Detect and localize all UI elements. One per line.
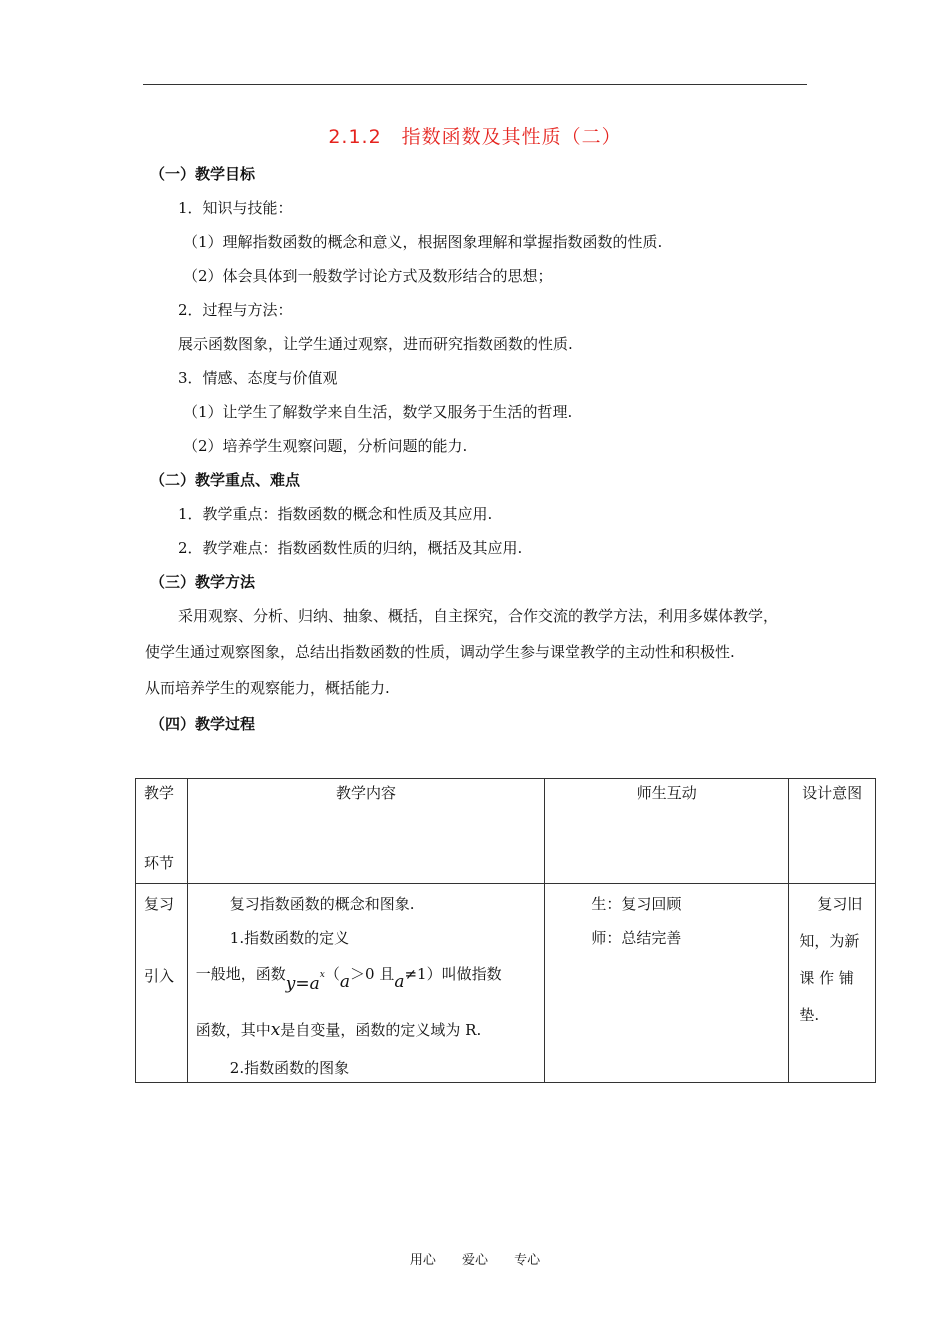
header-content-cell (187, 779, 545, 884)
page-title: 2.1.2 指数函数及其性质（二） (328, 126, 622, 148)
interaction-line-2: 师：总结完善 (591, 929, 682, 947)
condition-a: a (339, 972, 351, 992)
row1-interaction-cell (545, 884, 789, 1083)
s1-line-3: （2）体会具体到一般数学讨论方式及数形结合的思想； (183, 267, 553, 285)
row1-stage-a: 复习 (144, 895, 175, 913)
row1-intent-cell (789, 884, 876, 1083)
s1-line-6: 3．情感、态度与价值观 (178, 369, 338, 387)
row1-stage-b: 引入 (144, 967, 175, 985)
domain-text: 是自变量，函数的定义域为 R. (280, 1021, 482, 1039)
s3-line-2: 使学生通过观察图象，总结出指数函数的性质，调动学生参与课堂教学的主动性和积极性. (145, 643, 735, 661)
header-intent-cell (789, 779, 876, 884)
header-stage-cell (136, 779, 188, 884)
section-4-heading: （四）教学过程 (150, 715, 256, 733)
definition-intro: 一般地，函数 (195, 965, 286, 983)
section-3-heading: （三）教学方法 (150, 573, 256, 591)
table-header-row (136, 779, 876, 884)
header-rule (143, 84, 807, 85)
intent-line-4: 垫. (799, 1006, 820, 1024)
variable-intro: 函数，其中 (195, 1021, 271, 1039)
header-content: 教学内容 (336, 784, 397, 802)
header-stage-b: 环节 (144, 854, 175, 872)
header-intent: 设计意图 (802, 784, 863, 802)
content-line-2: 1.指数函数的定义 (229, 929, 350, 947)
s2-line-1: 1．教学重点：指数函数的概念和性质及其应用. (178, 505, 493, 523)
formula-equals: = (295, 974, 310, 994)
section-2-heading: （二）教学重点、难点 (150, 471, 301, 489)
s1-line-4: 2．过程与方法： (178, 301, 293, 319)
variable-x: x (270, 1020, 281, 1040)
row1-stage-cell (136, 884, 188, 1083)
s1-line-7: （1）让学生了解数学来自生活，数学又服务于生活的哲理. (183, 403, 573, 421)
content-line-5: 2.指数函数的图象 (229, 1059, 350, 1077)
table-row (136, 884, 876, 1083)
content-line-4 (196, 1020, 481, 1040)
header-interaction-cell (545, 779, 789, 884)
intent-line-1: 复习旧 (817, 895, 863, 913)
condition-gt: ＞0 且 (350, 965, 395, 983)
s1-line-2: （1）理解指数函数的概念和意义，根据图象理解和掌握指数函数的性质. (183, 233, 663, 251)
header-interaction: 师生互动 (636, 784, 697, 802)
teaching-process-table (135, 778, 876, 1083)
s1-line-8: （2）培养学生观察问题，分析问题的能力. (183, 437, 468, 455)
intent-line-3: 课 作 铺 (799, 969, 854, 987)
condition-open: （ (324, 965, 340, 983)
formula-y: y (285, 974, 296, 994)
condition-a2: a (394, 972, 405, 992)
page-footer: 用心 爱心 专心 (409, 1253, 541, 1268)
row1-content-cell (187, 884, 545, 1083)
s3-line-3: 从而培养学生的观察能力，概括能力. (145, 679, 390, 697)
header-stage-a: 教学 (144, 784, 175, 802)
s2-line-2: 2．教学难点：指数函数性质的归纳，概括及其应用. (178, 539, 523, 557)
formula-a: a (309, 974, 320, 994)
section-1-heading: （一）教学目标 (150, 165, 256, 183)
content-line-3 (195, 964, 502, 994)
content-line-1: 复习指数函数的概念和图象. (229, 895, 415, 913)
formula-exponent-x: x (319, 970, 325, 980)
condition-ne: ≠1）叫做指数 (404, 965, 502, 983)
s1-line-5: 展示函数图象，让学生通过观察，进而研究指数函数的性质. (178, 335, 573, 353)
interaction-line-1: 生：复习回顾 (591, 895, 682, 913)
s3-line-1: 采用观察、分析、归纳、抽象、概括，自主探究，合作交流的教学方法，利用多媒体教学， (178, 607, 779, 625)
intent-line-2: 知，为新 (799, 932, 860, 950)
s1-line-1: 1．知识与技能： (178, 199, 293, 217)
